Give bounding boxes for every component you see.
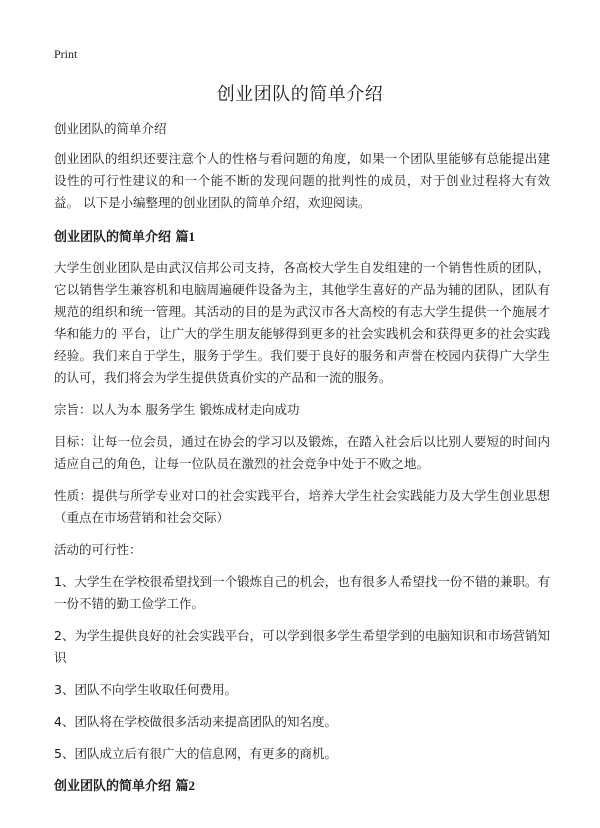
section-1-paragraph-intro: 大学生创业团队是由武汉信邦公司支持，各高校大学生自发组建的一个销售性质的团队，它以销售学生兼容机和电脑周遍硬件设备为主，其他学生喜好的产品为辅的团队，团队有规范的组织和统一管理。其活动的目的是为武汉市各大高校的有志大学生提供一个施展才华和能力的 平台，让广大的学生朋友能够得到更多的社会实践机会和获得更多的社会实践经验。我们来自于学生，服务于学生。我们要于良好的服务和声誉在校园内获得广大学生的认可，我们将会为学生提供货真价实的产品和一流的服务。 (54, 260, 550, 385)
section-heading-1 (54, 226, 550, 249)
list-item: 5、团队成立后有很广大的信息网，有更多的商机。 (54, 746, 337, 761)
list-item: 1、大学生在学校很希望找到一个锻炼自己的机会，也有很多人希望找一份不错的兼职。有一份不错的勤工俭学工作。 (54, 574, 550, 611)
section-1-paragraph-nature: 性质：提供与所学专业对口的社会实践平台，培养大学生社会实践能力及大学生创业思想（重点在市场营销和社会交际） (54, 488, 550, 525)
section-heading-2 (54, 775, 550, 798)
section-heading-2-text: 创业团队的简单介绍 (54, 779, 176, 794)
section-heading-1-number: 篇1 (175, 229, 196, 244)
document-body (54, 118, 550, 806)
intro-paragraph: 创业团队的组织还要注意个人的性格与看问题的角度，如果一个团队里能够有总能提出建设性的可行性建议的和一个能不断的发现问题的批判性的成员，对于创业过程将大有效益。 以下是小编整理的创业团队的简单介绍，欢迎阅读。 (54, 151, 550, 210)
print-link[interactable]: Print (54, 47, 78, 61)
document-title: 创业团队的简单介绍 (216, 84, 384, 105)
section-1-paragraph-feasibility: 活动的可行性： (54, 542, 142, 557)
list-item: 2、为学生提供良好的社会实践平台，可以学到很多学生希望学到的电脑知识和市场营销知识 (54, 628, 550, 665)
section-heading-1-text: 创业团队的简单介绍 (54, 230, 176, 245)
list-item: 3、团队不向学生收取任何费用。 (54, 682, 237, 697)
section-1-paragraph-purpose: 宗旨：以人为本 服务学生 锻炼成材走向成功 (54, 402, 300, 417)
section-heading-2-number: 篇2 (175, 778, 196, 793)
document-subtitle: 创业团队的简单介绍 (54, 121, 167, 136)
section-1-paragraph-goal: 目标：让每一位会员，通过在协会的学习以及锻炼，在踏入社会后以比别人要短的时间内适应自己的角色，让每一位队员在激烈的社会竞争中处于不败之地。 (54, 434, 550, 471)
list-item: 4、团队将在学校做很多活动来提高团队的知名度。 (54, 714, 337, 729)
